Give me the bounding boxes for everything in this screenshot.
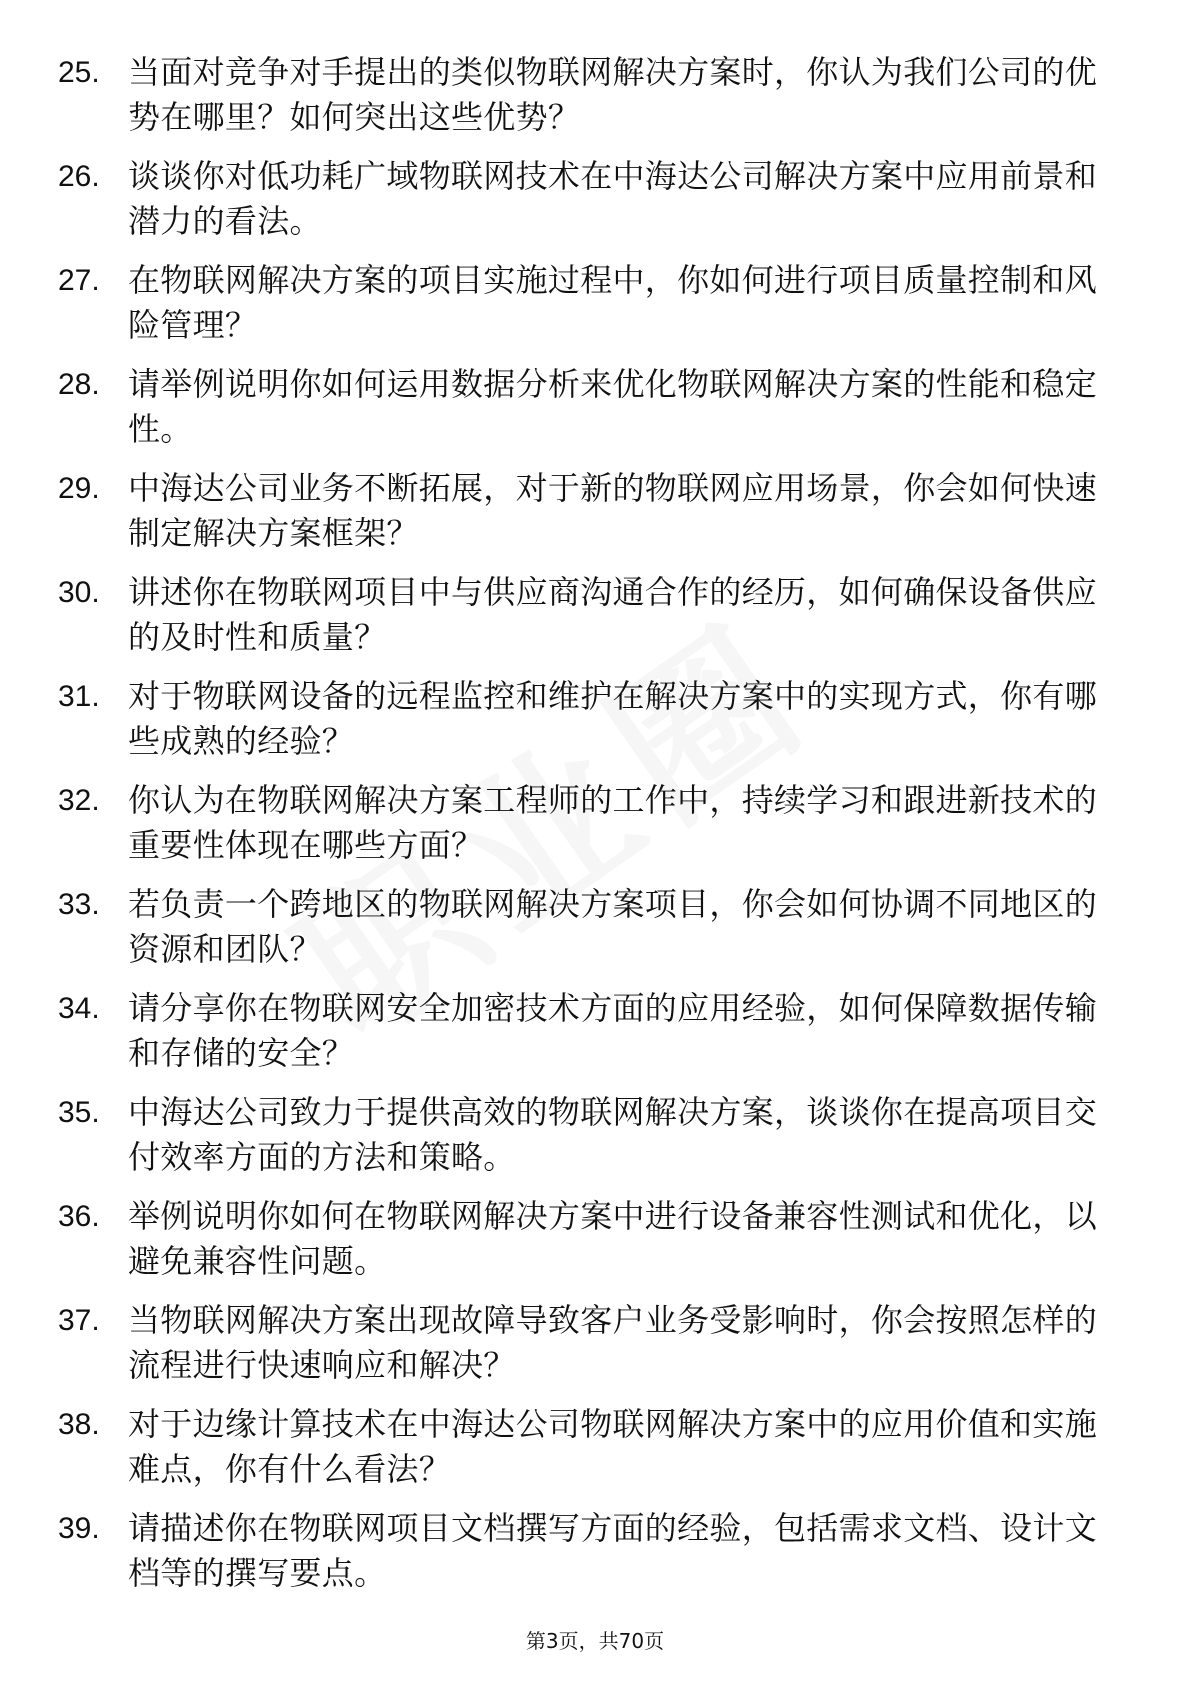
question-text: 请举例说明你如何运用数据分析来优化物联网解决方案的性能和稳定性。 — [128, 365, 1098, 448]
page-footer: 第3页，共70页 — [525, 1629, 665, 1653]
question-number: 33. — [58, 888, 100, 921]
question-item — [58, 778, 1138, 882]
question-number: 29. — [58, 472, 100, 505]
question-number: 39. — [58, 1512, 100, 1545]
question-number: 35. — [58, 1096, 100, 1129]
question-text: 你认为在物联网解决方案工程师的工作中，持续学习和跟进新技术的重要性体现在哪些方面？ — [128, 781, 1098, 864]
question-number: 37. — [58, 1304, 100, 1337]
question-item — [58, 466, 1138, 570]
question-item — [58, 882, 1138, 986]
question-text: 对于边缘计算技术在中海达公司物联网解决方案中的应用价值和实施难点，你有什么看法？ — [128, 1405, 1098, 1488]
question-number: 38. — [58, 1408, 100, 1441]
question-number: 30. — [58, 576, 100, 609]
question-text: 若负责一个跨地区的物联网解决方案项目，你会如何协调不同地区的资源和团队？ — [128, 885, 1098, 968]
question-item — [58, 674, 1138, 778]
question-item — [58, 986, 1138, 1090]
question-number: 27. — [58, 264, 100, 297]
question-item — [58, 570, 1138, 674]
question-item — [58, 1402, 1138, 1506]
question-text: 当物联网解决方案出现故障导致客户业务受影响时，你会按照怎样的流程进行快速响应和解决？ — [128, 1301, 1098, 1384]
question-number: 25. — [58, 56, 100, 89]
question-item — [58, 1194, 1138, 1298]
question-text: 当面对竞争对手提出的类似物联网解决方案时，你认为我们公司的优势在哪里？如何突出这些优势？ — [128, 53, 1098, 136]
question-text: 中海达公司业务不断拓展，对于新的物联网应用场景，你会如何快速制定解决方案框架？ — [128, 469, 1098, 552]
question-text: 对于物联网设备的远程监控和维护在解决方案中的实现方式，你有哪些成熟的经验？ — [128, 677, 1098, 760]
question-text: 谈谈你对低功耗广域物联网技术在中海达公司解决方案中应用前景和潜力的看法。 — [128, 157, 1098, 240]
question-number: 36. — [58, 1200, 100, 1233]
question-item — [58, 1506, 1138, 1610]
question-number: 26. — [58, 160, 100, 193]
question-item — [58, 1298, 1138, 1402]
question-text: 在物联网解决方案的项目实施过程中，你如何进行项目质量控制和风险管理？ — [128, 261, 1098, 344]
question-text: 讲述你在物联网项目中与供应商沟通合作的经历，如何确保设备供应的及时性和质量？ — [128, 573, 1098, 656]
question-text: 中海达公司致力于提供高效的物联网解决方案，谈谈你在提高项目交付效率方面的方法和策略。 — [128, 1093, 1098, 1176]
question-item — [58, 154, 1138, 258]
question-item — [58, 1090, 1138, 1194]
question-number: 31. — [58, 680, 100, 713]
question-item — [58, 50, 1138, 154]
question-list — [58, 50, 1138, 1610]
question-text: 请描述你在物联网项目文档撰写方面的经验，包括需求文档、设计文档等的撰写要点。 — [128, 1509, 1098, 1592]
question-text: 举例说明你如何在物联网解决方案中进行设备兼容性测试和优化，以避免兼容性问题。 — [128, 1197, 1098, 1280]
question-text: 请分享你在物联网安全加密技术方面的应用经验，如何保障数据传输和存储的安全？ — [128, 989, 1098, 1072]
question-number: 32. — [58, 784, 100, 817]
question-number: 28. — [58, 368, 100, 401]
question-number: 34. — [58, 992, 100, 1025]
question-item — [58, 258, 1138, 362]
question-item — [58, 362, 1138, 466]
